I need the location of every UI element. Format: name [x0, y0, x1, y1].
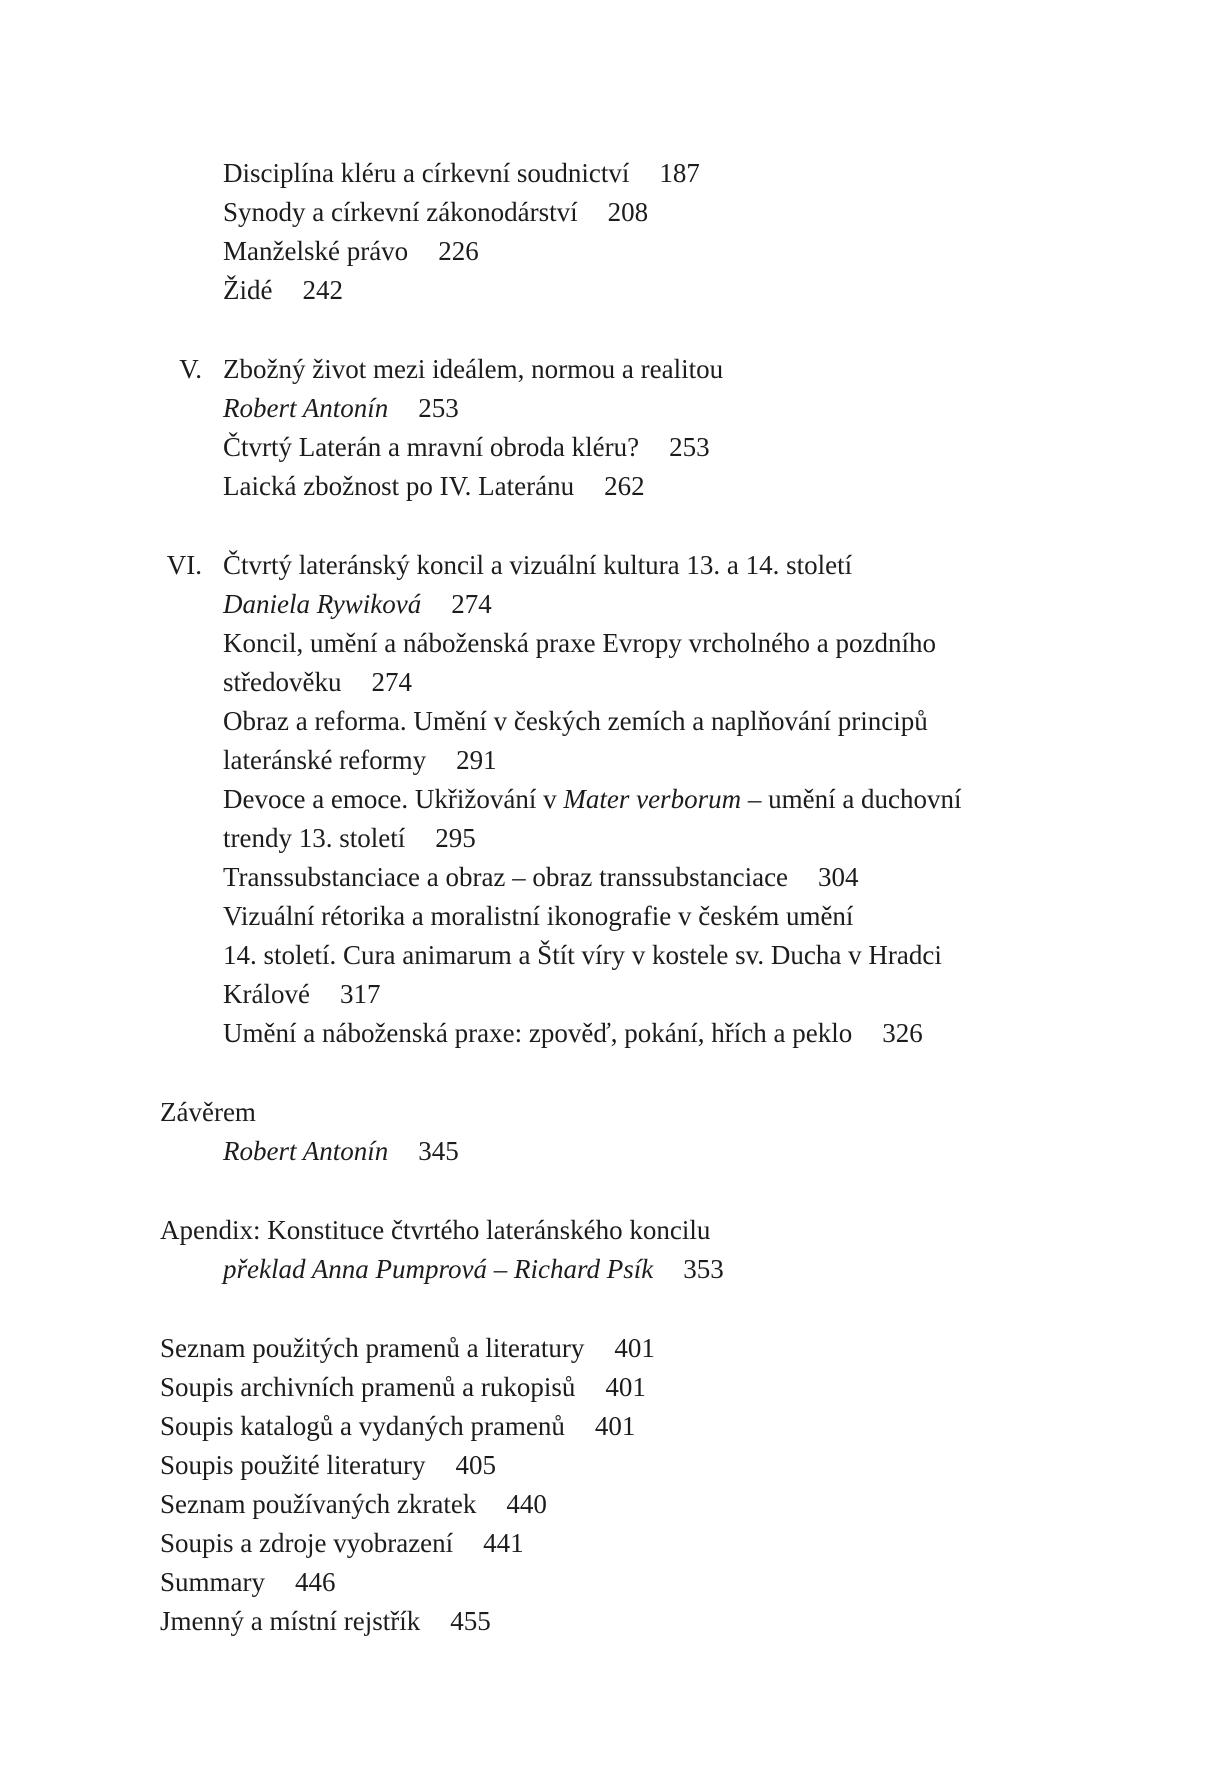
toc-entry-line: Obraz a reforma. Umění v českých zemích a naplňování principů	[223, 706, 928, 736]
chapter-title: Zbožný život mezi ideálem, normou a realitou	[223, 354, 724, 384]
toc-entry: Manželské právo 226	[223, 236, 479, 266]
section-author: překlad Anna Pumprová – Richard Psík 353	[223, 1254, 724, 1284]
toc-entry: Seznam použitých pramenů a literatury 401	[160, 1333, 655, 1363]
toc-entry: Transsubstanciace a obraz – obraz transsubstanciace 304	[223, 862, 859, 892]
toc-entry-line: Vizuální rétorika a moralistní ikonografie v českém umění	[223, 901, 854, 931]
toc-entry-line: středověku 274	[223, 667, 412, 697]
toc-entry: Umění a náboženská praxe: zpověď, pokání, hřích a peklo 326	[223, 1018, 923, 1048]
toc-entry-line: trendy 13. století 295	[223, 823, 476, 853]
section-title: Apendix: Konstituce čtvrtého lateránského koncilu	[160, 1215, 711, 1245]
toc-entry: Soupis archivních pramenů a rukopisů 401	[160, 1372, 646, 1402]
chapter-numeral: V.	[179, 354, 202, 384]
section-title: Závěrem	[160, 1097, 256, 1127]
toc-entry: Soupis a zdroje vyobrazení 441	[160, 1528, 524, 1558]
toc-entry-line: Devoce a emoce. Ukřižování v Mater verborum – umění a duchovní	[223, 784, 962, 814]
toc-entry-line: 14. století. Cura animarum a Štít víry v kostele sv. Ducha v Hradci	[223, 940, 942, 970]
chapter-numeral: VI.	[166, 550, 202, 580]
toc-entry: Jmenný a místní rejstřík 455	[160, 1606, 491, 1636]
toc-entry: Summary 446	[160, 1567, 336, 1597]
toc-entry: Synody a církevní zákonodárství 208	[223, 197, 649, 227]
toc-entry: Soupis katalogů a vydaných pramenů 401	[160, 1411, 636, 1441]
toc-entry-line: lateránské reformy 291	[223, 745, 497, 775]
toc-entry: Soupis použité literatury 405	[160, 1450, 496, 1480]
section-author: Robert Antonín 345	[223, 1136, 459, 1166]
chapter-author: Daniela Rywiková 274	[223, 589, 492, 619]
chapter-author: Robert Antonín 253	[223, 393, 459, 423]
toc-entry-line: Koncil, umění a náboženská praxe Evropy vrcholného a pozdního	[223, 628, 937, 658]
chapter-title: Čtvrtý lateránský koncil a vizuální kultura 13. a 14. století	[223, 550, 853, 580]
toc-entry: Židé 242	[223, 275, 343, 305]
toc-entry: Čtvrtý Laterán a mravní obroda kléru? 253	[223, 432, 710, 462]
toc-entry: Seznam používaných zkratek 440	[160, 1489, 547, 1519]
toc-entry: Laická zbožnost po IV. Lateránu 262	[223, 471, 645, 501]
toc-entry-line: Králové 317	[223, 979, 381, 1009]
toc-entry: Disciplína kléru a církevní soudnictví 187	[223, 158, 700, 188]
